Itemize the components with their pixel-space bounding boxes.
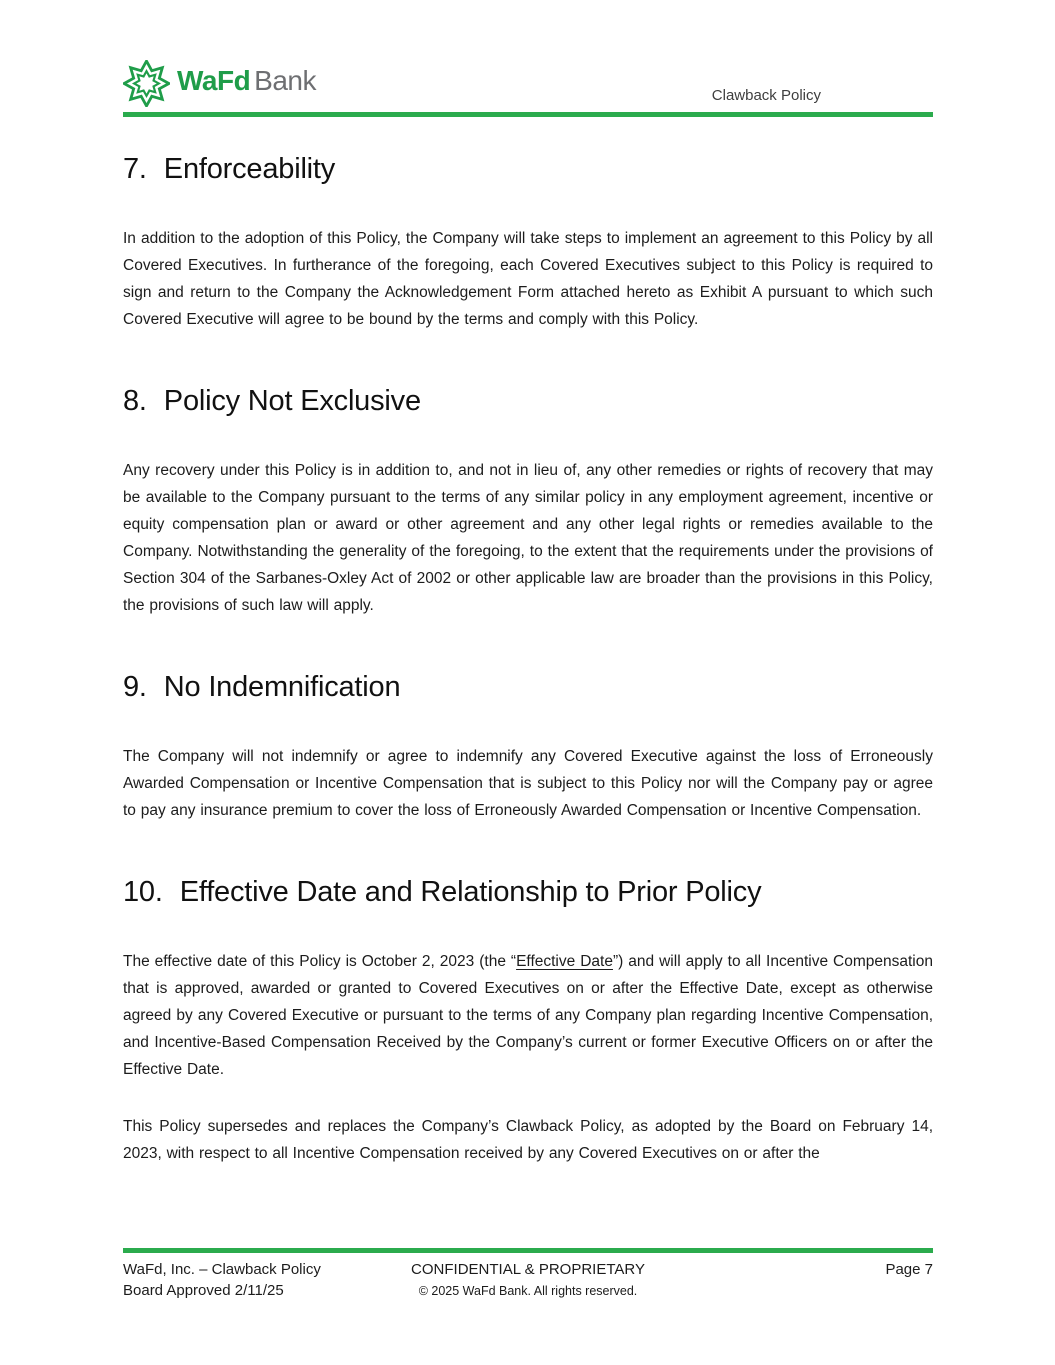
- section-number: 7.: [123, 153, 147, 185]
- wafd-starburst-icon: [123, 60, 170, 107]
- effective-date-underlined-term: Effective Date: [516, 953, 613, 970]
- section-number: 8.: [123, 385, 147, 417]
- footer-center-block: [411, 1259, 645, 1301]
- section-no-indemnification: [123, 669, 933, 824]
- section-effective-date: [123, 874, 933, 1167]
- document-body: [0, 151, 1055, 1167]
- brand-wordmark: [177, 64, 316, 101]
- section-paragraph: This Policy supersedes and replaces the Company’s Clawback Policy, as adopted by the Board on February 14, 2023, with respect to all Incentive Compensation received by any Covered Executives on or after the: [123, 1118, 933, 1162]
- paragraph-text-post: ”) and will apply to all Incentive Compensation that is approved, awarded or granted to Covered Executives on or after the Effective Date, except as otherwise agreed by any Covered Executive or pursuant to the terms of any Company plan regarding Incentive Compensation, and Incentive-Based Compensation Received by the Company’s current or former Executive Officers on or after the Effective Date.: [123, 953, 933, 1078]
- section-policy-not-exclusive: [123, 383, 933, 619]
- section-number: 9.: [123, 671, 147, 703]
- section-title: Enforceability: [163, 153, 336, 185]
- footer-confidential-label: CONFIDENTIAL & PROPRIETARY: [411, 1261, 645, 1278]
- page-header: [0, 0, 1055, 117]
- footer-board-approved: Board Approved 2/11/25: [123, 1282, 284, 1299]
- footer-left-block: [123, 1259, 411, 1301]
- brand-name-bold: WaFd: [177, 64, 251, 96]
- header-rule: [123, 112, 933, 117]
- paragraph-text-pre: The effective date of this Policy is October 2, 2023 (the “: [123, 953, 517, 970]
- section-paragraph: The Company will not indemnify or agree to indemnify any Covered Executive against the loss of Erroneously Awarded Compensation or Incentive Compensation that is subject to this Policy nor will the Company pay or agree to pay any insurance premium to cover the loss of Erroneously Awarded Compensation or Incentive Compensation.: [123, 748, 933, 819]
- section-heading: [123, 151, 933, 187]
- section-title: No Indemnification: [163, 671, 401, 703]
- page-footer: [123, 1248, 933, 1301]
- header-document-title: Clawback Policy: [711, 87, 821, 104]
- brand-name-rest: Bank: [254, 64, 316, 96]
- section-enforceability: [123, 151, 933, 333]
- section-paragraph: In addition to the adoption of this Policy, the Company will take steps to implement an agreement to this Policy by all Covered Executives. In furtherance of the foregoing, each Covered Executives subject to this Policy is required to sign and return to the Company the Acknowledgement Form attached hereto as Exhibit A pursuant to which such Covered Executive will agree to be bound by the terms and comply with this Policy.: [123, 230, 933, 328]
- section-paragraph: [123, 948, 933, 1083]
- section-paragraph: Any recovery under this Policy is in addition to, and not in lieu of, any other remedies or rights of recovery that may be available to the Company pursuant to the terms of any similar policy in any employment agreement, incentive or equity compensation plan or award or other agreement and any other legal rights or remedies available to the Company. Notwithstanding the generality of the foregoing, to the extent that the requirements under the provisions of Section 304 of the Sarbanes-Oxley Act of 2002 or other applicable law are broader than the provisions in this Policy, the provisions of such law will apply.: [123, 462, 933, 614]
- wafd-bank-logo: [123, 60, 316, 107]
- footer-doc-name: WaFd, Inc. – Clawback Policy: [123, 1261, 321, 1278]
- section-title: Effective Date and Relationship to Prior Policy: [179, 876, 762, 908]
- section-heading: [123, 874, 933, 910]
- section-title: Policy Not Exclusive: [163, 385, 421, 417]
- footer-page-number: Page 7: [885, 1261, 933, 1278]
- footer-copyright: © 2025 WaFd Bank. All rights reserved.: [418, 1284, 638, 1298]
- section-number: 10.: [123, 876, 163, 908]
- section-heading: [123, 669, 933, 705]
- section-heading: [123, 383, 933, 419]
- footer-rule: [123, 1248, 933, 1253]
